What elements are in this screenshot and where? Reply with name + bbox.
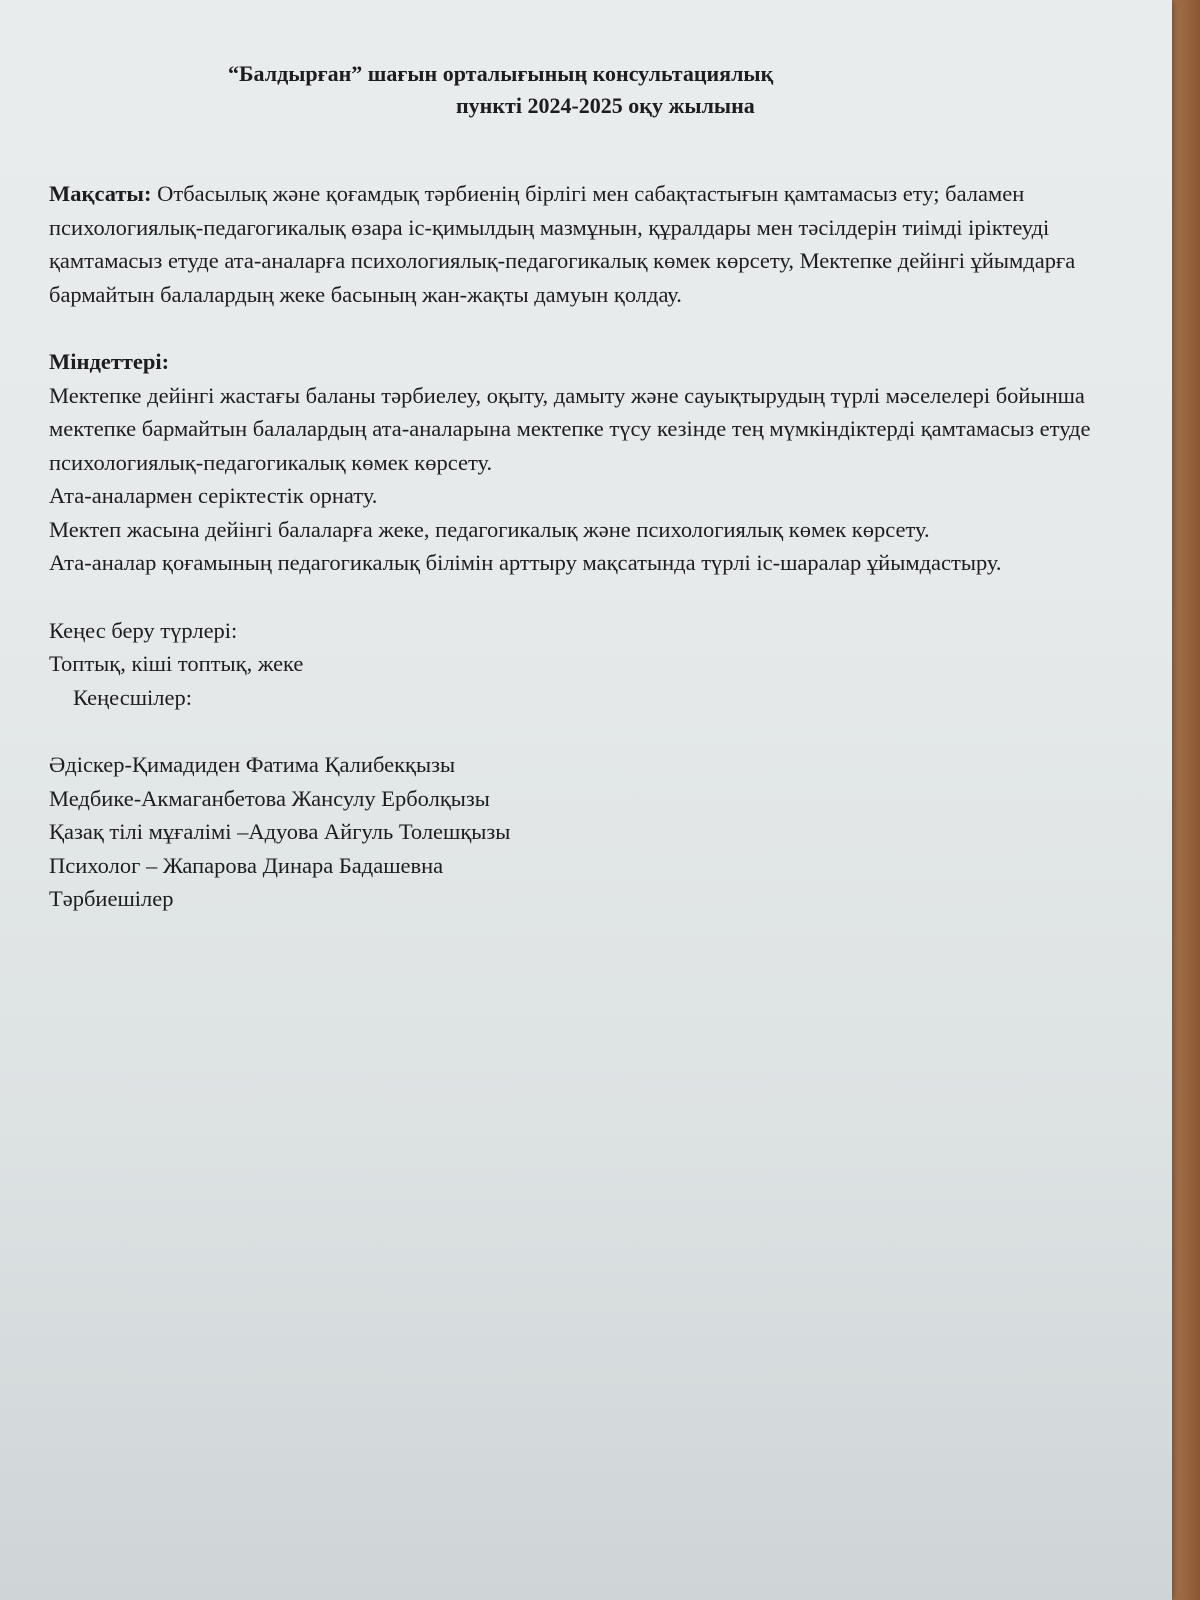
consultants-list — [49, 748, 1129, 916]
task-item: Мектеп жасына дейінгі балаларға жеке, педагогикалық және психологиялық көмек көрсету. — [49, 516, 930, 542]
consult-types-value: Топтық, кіші топтық, жеке — [49, 651, 304, 676]
task-item: Ата-аналар қоғамының педагогикалық білімін арттыру мақсатында түрлі іс-шаралар ұйымдастыру. — [49, 550, 1002, 575]
title-line-1: “Балдырған” шағын орталығының консультациялық — [228, 61, 774, 86]
consultant-item: Тәрбиешілер — [49, 886, 174, 911]
consultants-label: Кеңесшілер: — [73, 684, 193, 710]
document-body — [49, 177, 1129, 916]
task-item: Мектепке дейінгі жастағы баланы тәрбиелеу, оқыту, дамыту және сауықтырудың түрлі мәселелері бойынша мектепке бармайтын балалардың ата-аналарына мектепке түсу кезінде тең мүмкіндіктерді қамтамасыз етуде психологиялық-педагогикалық көмек көрсету. — [49, 382, 1091, 475]
task-item: Ата-аналармен серіктестік орнату. — [49, 483, 378, 508]
goal-text: Отбасылық және қоғамдық тәрбиенің бірлігі мен сабақтастығын қамтамасыз ету; баламен психологиялық-педагогикалық өзара іс-қимылдың мазмұнын, құралдары мен тәсілдерін тиімді іріктеуді қамтамасыз етуде ата-аналарға психологиялық-педагогикалық көмек көрсету, Мектепке дейінгі ұйымдарға бармайтын балалардың жеке басының жан-жақты дамуын қолдау. — [49, 181, 1076, 307]
tasks-label: Міндеттері: — [49, 349, 170, 374]
consultant-item: Медбике-Акмаганбетова Жансулу Ерболқызы — [49, 785, 490, 811]
spacer — [49, 714, 1129, 748]
consultant-item: Қазақ тілі мұғалімі –Адуова Айгуль Толешқызы — [49, 819, 511, 844]
spacer — [49, 580, 1129, 614]
goal-label: Мақсаты: — [49, 181, 152, 206]
consultant-item: Психолог – Жапарова Динара Бадашевна — [49, 852, 444, 878]
spacer — [49, 311, 1129, 345]
title-line-2: пункті 2024-2025 оқу жылына — [456, 93, 755, 118]
goal-paragraph — [49, 177, 1129, 311]
consultant-item: Әдіскер-Қимадиден Фатима Қалибекқызы — [49, 752, 456, 777]
consult-types-label: Кеңес беру түрлері: — [49, 617, 238, 643]
